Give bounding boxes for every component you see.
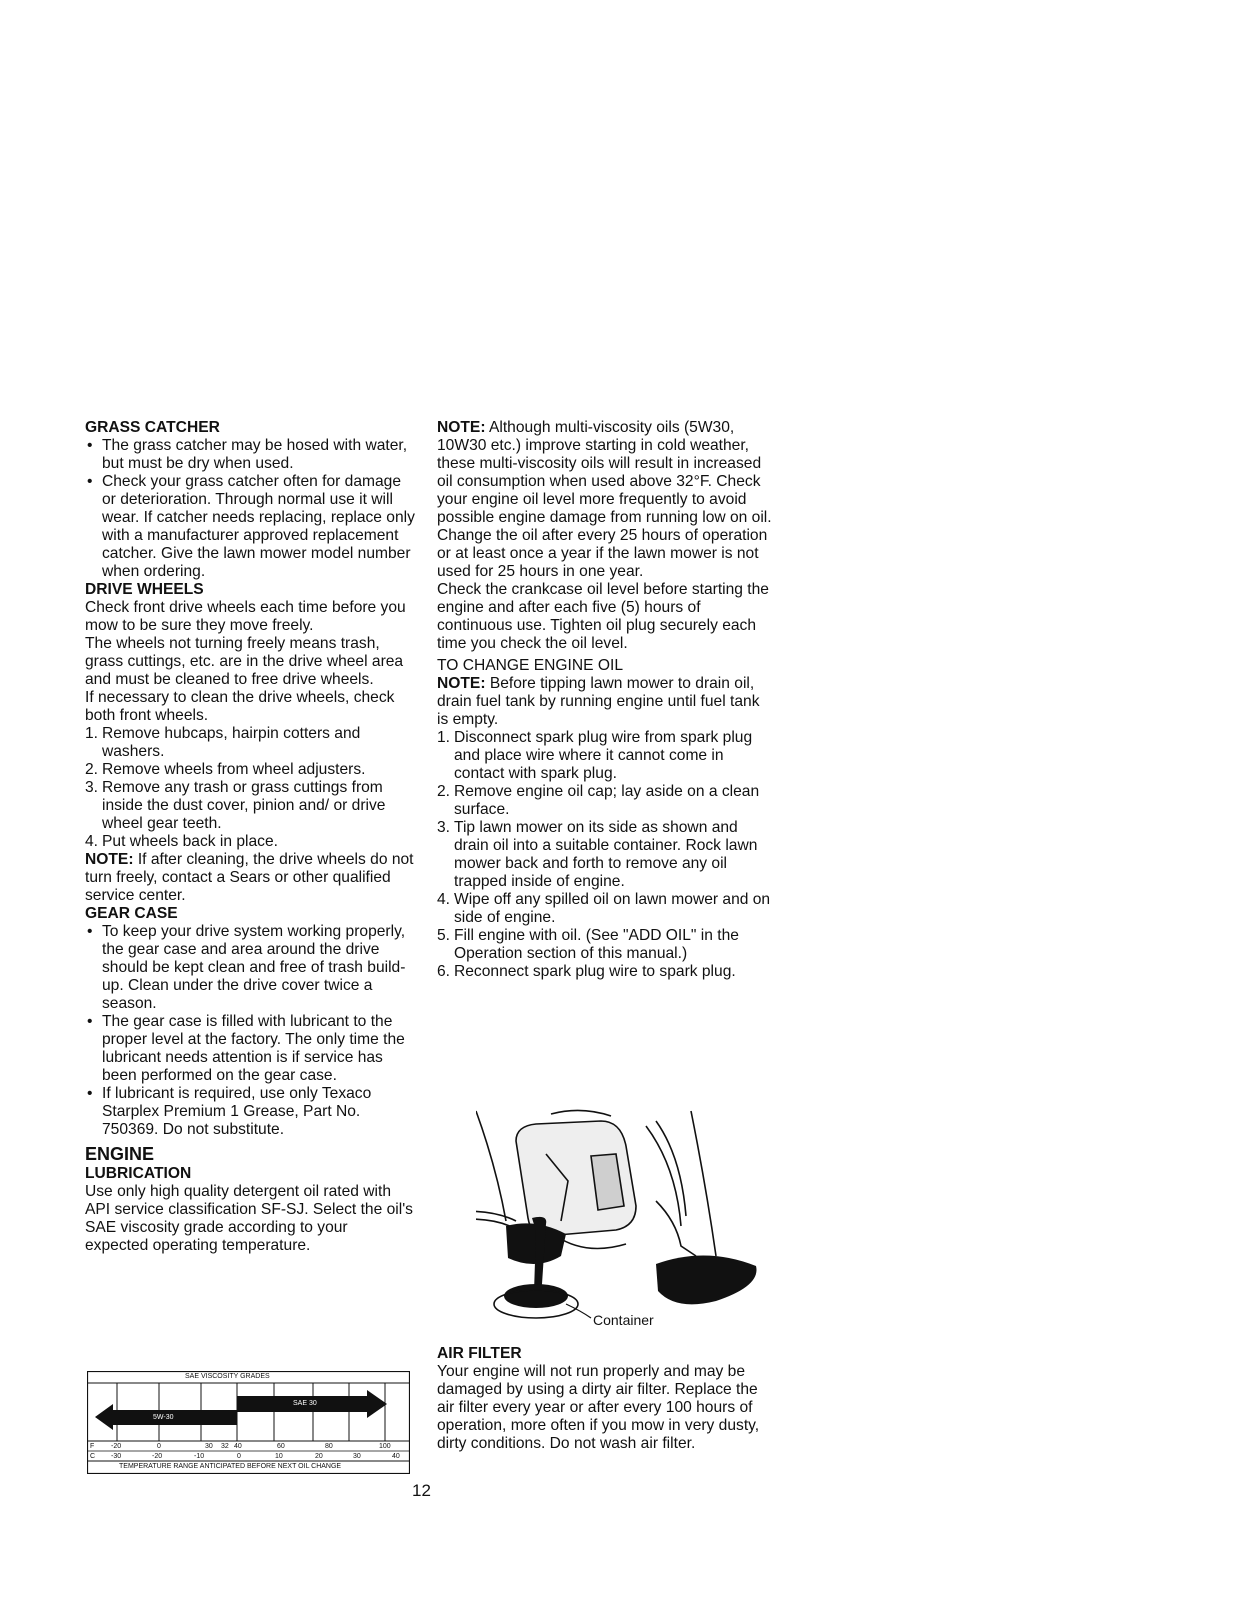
step-number: 3. <box>437 819 451 836</box>
list-item <box>437 729 772 783</box>
list-item <box>437 783 772 819</box>
lubrication-para: Use only high quality detergent oil rated with API service classification SF-SJ. Select the oil's SAE viscosity grade according to your expected operating temperature. <box>85 1183 413 1254</box>
f-tick: 30 <box>205 1443 213 1450</box>
grass-catcher-heading: GRASS CATCHER <box>85 419 220 436</box>
c-tick: -20 <box>152 1453 163 1460</box>
step-number: 5. <box>437 927 451 944</box>
c-tick: 10 <box>275 1453 283 1460</box>
oil-change-interval-para: Change the oil after every 25 hours of operation or at least once a year if the lawn mower is not used for 25 hours in one year. <box>437 527 768 580</box>
step-text: Remove wheels from wheel adjusters. <box>102 761 366 778</box>
step-text: Wipe off any spilled oil on lawn mower and on side of engine. <box>454 891 771 926</box>
list-item <box>85 725 415 761</box>
f-tick: 32 <box>221 1443 229 1450</box>
drive-wheels-heading: DRIVE WHEELS <box>85 581 204 598</box>
drive-wheels-para: If necessary to clean the drive wheels, check both front wheels. <box>85 689 395 724</box>
oil-level-check-para: Check the crankcase oil level before starting the engine and after each five (5) hours of continuous use. Tighten oil plug securely each time you check the oil level. <box>437 581 769 652</box>
step-number: 1. <box>85 725 99 742</box>
container-label: Container <box>593 1312 654 1328</box>
drive-wheels-para: Check front drive wheels each time before you mow to be sure they move freely. <box>85 599 406 634</box>
note-label: NOTE: <box>437 675 486 692</box>
list-item: • Check your grass catcher often for damage or deterioration. Through normal use it will wear. If catcher needs replacing, replace only with a manufacturer approved replacement catcher. Give the lawn mower model number when ordering. <box>85 473 415 581</box>
air-filter-para: Your engine will not run properly and may be damaged by using a dirty air filter. Replace the air filter every year or after every 100 hours of operation, more often if you mow in very dusty, dirty conditions. Do not wash air filter. <box>437 1363 760 1452</box>
step-text: Reconnect spark plug wire to spark plug. <box>454 963 736 980</box>
change-oil-heading: TO CHANGE ENGINE OIL <box>437 657 624 674</box>
engine-heading: ENGINE <box>85 1144 155 1164</box>
f-tick: 80 <box>325 1443 333 1450</box>
c-tick: -30 <box>111 1453 122 1460</box>
f-tick: 40 <box>234 1443 242 1450</box>
step-text: Remove any trash or grass cuttings from inside the dust cover, pinion and/ or drive wheel gear teeth. <box>102 779 386 832</box>
f-tick: 60 <box>277 1443 285 1450</box>
list-item <box>437 963 772 981</box>
note-label: NOTE: <box>85 851 134 868</box>
grade-5w30-label: 5W-30 <box>153 1414 174 1421</box>
viscosity-chart-graphic <box>87 1371 410 1474</box>
c-tick: 0 <box>237 1453 241 1460</box>
list-item <box>85 761 415 779</box>
step-text: Remove hubcaps, hairpin cotters and washers. <box>102 725 361 760</box>
step-text: Tip lawn mower on its side as shown and drain oil into a suitable container. Rock lawn mower back and forth to remove any oil trapped inside of engine. <box>454 819 758 890</box>
note-text: If after cleaning, the drive wheels do not turn freely, contact a Sears or other qualified service center. <box>85 851 414 904</box>
fahrenheit-label: F <box>90 1443 95 1450</box>
list-item <box>437 927 772 963</box>
tipping-note <box>437 675 772 729</box>
grade-sae30-label: SAE 30 <box>293 1400 317 1407</box>
list-item: • The gear case is filled with lubricant to the proper level at the factory. The only time the lubricant needs attention is if service has been performed on the gear case. <box>85 1013 415 1085</box>
drive-wheels-para: The wheels not turning freely means trash, grass cuttings, etc. are in the drive wheel area and must be cleaned to free drive wheels. <box>85 635 404 688</box>
list-item: • To keep your drive system working properly, the gear case and area around the drive should be kept clean and free of trash build-up. Clean under the drive cover twice a season. <box>85 923 415 1013</box>
right-column <box>437 419 772 981</box>
mower-oil-drain-illustration <box>476 1106 766 1346</box>
multi-viscosity-note <box>437 419 772 527</box>
list-item <box>85 779 415 833</box>
grass-catcher-list <box>85 437 415 581</box>
f-tick: 100 <box>379 1443 391 1450</box>
step-number: 2. <box>437 783 451 800</box>
left-column <box>85 419 415 1255</box>
f-tick: 0 <box>157 1443 161 1450</box>
viscosity-chart-title: SAE VISCOSITY GRADES <box>185 1373 270 1380</box>
gear-case-heading: GEAR CASE <box>85 905 178 922</box>
change-oil-steps <box>437 729 772 981</box>
list-item: • If lubricant is required, use only Texaco Starplex Premium 1 Grease, Part No. 750369. Do not substitute. <box>85 1085 415 1139</box>
page-number: 12 <box>412 1481 431 1500</box>
note-label: NOTE: <box>437 419 486 436</box>
note-text: Before tipping lawn mower to drain oil, drain fuel tank by running engine until fuel tank is empty. <box>437 675 760 728</box>
step-number: 3. <box>85 779 99 796</box>
list-item <box>85 833 415 851</box>
list-item <box>437 819 772 891</box>
viscosity-chart-caption: TEMPERATURE RANGE ANTICIPATED BEFORE NEXT OIL CHANGE <box>119 1463 342 1470</box>
step-number: 2. <box>85 761 99 778</box>
note-text: Although multi-viscosity oils (5W30, 10W30 etc.) improve starting in cold weather, these multi-viscosity oils will result in increased oil consumption when used above 32°F. Check your engine oil level more frequently to avoid possible engine damage from running low on oil. <box>437 419 772 526</box>
drive-wheels-steps <box>85 725 415 851</box>
step-text: Put wheels back in place. <box>102 833 278 850</box>
step-number: 4. <box>85 833 99 850</box>
air-filter-heading: AIR FILTER <box>437 1345 522 1362</box>
viscosity-chart <box>87 1371 410 1474</box>
step-text: Disconnect spark plug wire from spark plug and place wire where it cannot come in contact with spark plug. <box>454 729 753 782</box>
air-filter-section <box>437 1345 772 1453</box>
list-item <box>437 891 772 927</box>
f-tick: -20 <box>111 1443 122 1450</box>
c-tick: -10 <box>194 1453 205 1460</box>
step-number: 1. <box>437 729 451 746</box>
c-tick: 30 <box>353 1453 361 1460</box>
step-text: Fill engine with oil. (See "ADD OIL" in the Operation section of this manual.) <box>454 927 739 962</box>
step-number: 6. <box>437 963 451 980</box>
gear-case-list <box>85 923 415 1139</box>
list-item: • The grass catcher may be hosed with water, but must be dry when used. <box>85 437 415 473</box>
step-number: 4. <box>437 891 451 908</box>
drive-wheels-note <box>85 851 415 905</box>
c-tick: 40 <box>392 1453 400 1460</box>
c-tick: 20 <box>315 1453 323 1460</box>
lubrication-heading: LUBRICATION <box>85 1165 192 1182</box>
step-text: Remove engine oil cap; lay aside on a clean surface. <box>454 783 760 818</box>
celsius-label: C <box>90 1453 96 1460</box>
